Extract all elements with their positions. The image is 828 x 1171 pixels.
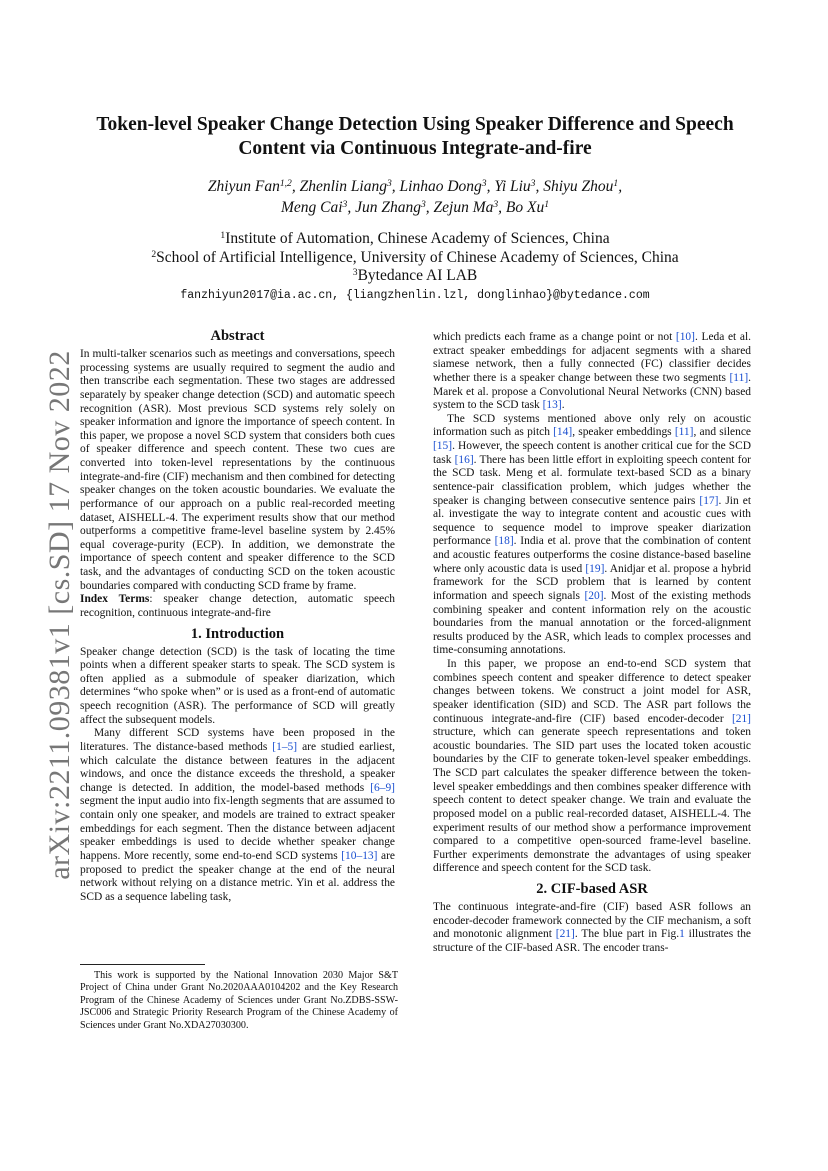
paragraph-text: segment the input audio into fix-length segments that are assumed to contain only one speaker, and models are trained to extract speaker embeddings for each segment. Then the distance between adjacent speaker embeddings is used to decide whether speaker change happens. More recently, some end-to-end SCD systems (80, 795, 395, 862)
paragraph-text: The continuous integrate-and-fire (CIF) based ASR follows an encoder-decoder framework connected by the CIF mechanism, a soft and monotonic alignment (433, 901, 751, 941)
paragraph-text: . India et al. prove that the combination of content and acoustic features outperforms the cosine distance-based baseline where only acoustic data is used (433, 535, 751, 575)
author-name: Zejun Ma (433, 199, 494, 216)
citation-link[interactable]: [14] (553, 426, 573, 439)
author-name: Shiyu Zhou (543, 178, 614, 195)
title-line-1: Token-level Speaker Change Detection Using Speaker Difference and Speech (96, 114, 734, 135)
author-affiliation-mark: 3 (493, 199, 499, 211)
author-name: Meng Cai (280, 199, 343, 216)
arxiv-identifier: arXiv:2211.09381v1 [cs.SD] 17 Nov 2022 (43, 350, 76, 880)
paragraph-text: , and silence (693, 426, 751, 439)
paragraph-text: are studied earliest, which calculate the distance between features in the adjacent windows, and once the distance exceeds the threshold, a speaker change is detected. In addition, the model-based methods (80, 740, 395, 794)
paragraph-text: are proposed to predict the speaker change at the end of the neural network without relying on a distance metric. Yin et al. address the SCD as a sequence labeling task, (80, 849, 396, 903)
author-line-2: Meng Cai$^3$, Jun Zhang$^3$, Zejun Ma$^3$, Bo Xu$^1$ (280, 199, 550, 216)
author-name: Yi Liu (494, 178, 531, 195)
author-emails: fanzhiyun2017@ia.ac.cn, {liangzhenlin.lzl, donglinhao}@bytedance.com (180, 289, 650, 302)
citation-link[interactable]: [10] (675, 331, 695, 343)
paragraph-text: . Anidjar et al. propose a hybrid framework for the SCD problem that is learned by content information and speech signals (433, 562, 751, 602)
citation-link[interactable]: [18] (494, 535, 514, 548)
title-line-2: Content via Continuous Integrate-and-fire (238, 138, 592, 159)
author-name: Linhao Dong (399, 178, 482, 195)
author-line-1: Zhiyun Fan$^{1,2}$, Zhenlin Liang$^3$, Linhao Dong$^3$, Yi Liu$^3$, Shiyu Zhou$^1$, (207, 178, 623, 195)
citation-link[interactable]: [21] (731, 712, 751, 725)
paragraph-text: . However, the speech content is another critical cue for the SCD task (433, 440, 751, 466)
index-terms-text: : speaker change detection, automatic speech recognition, continuous integrate-and-fire (80, 593, 395, 619)
intro-paragraph-2-continued (433, 331, 751, 413)
author-affiliation-mark: 3 (342, 199, 348, 211)
affiliation-list (70, 230, 760, 286)
intro-paragraph-1: Speaker change detection (SCD) is the task of locating the time points when a different speaker starts to speak. The SCD system is often applied as a submodule of speaker diarization, which determines “who spoke when” or is used as a front-end of automatic speech recognition (ASR). The performance of SCD will greatly affect the subsequent models. (80, 645, 395, 726)
affiliation-text: School of Artificial Intelligence, University of Chinese Academy of Sciences, China (156, 248, 679, 266)
abstract-heading: Abstract (210, 328, 265, 344)
index-terms-label: Index Terms (80, 593, 150, 606)
cif-paragraph-1 (433, 901, 751, 956)
section-heading-introduction: 1. Introduction (190, 625, 285, 642)
paragraph-text: . (561, 399, 565, 412)
funding-footnote: This work is supported by the National Innovation 2030 Major S&T Project of China under Grant No.2020AAA0104202 and the Key Research Program of the Chinese Academy of Sciences under Grant No.ZDBS-SSW-JSC006 and Strategic Priority Research Program of the Chinese Academy of Sciences under Grant No.XDA27030300. (80, 970, 398, 1031)
index-terms (80, 593, 395, 620)
citation-link[interactable]: [11] (729, 371, 749, 384)
intro-paragraph-2 (80, 727, 395, 904)
footnote-divider (80, 964, 205, 965)
paragraph-text: . Jin et al. investigate the way to integrate content and acoustic cues with sequence to sequence model to improve speaker diarization performance (433, 494, 751, 548)
author-affiliation-mark: 1 (544, 199, 550, 211)
paragraph-text: In this paper, we propose an end-to-end SCD system that combines speech content and speaker difference to detect speaker changes between tokens. We construct a joint model for ASR, speaker identification (SID) and SCD. The ASR part follows the continuous integrate-and-fire (CIF) based encoder-decoder (433, 658, 751, 725)
author-name: Bo Xu (505, 199, 545, 216)
paragraph-text: . Marek et al. propose a Convolutional Neural Networks (CNN) based system to the SCD task (433, 371, 751, 412)
affiliation-text: Bytedance AI LAB (357, 267, 478, 284)
author-name: Jun Zhang (355, 199, 421, 216)
author-list (70, 176, 760, 218)
citation-link[interactable]: [17] (699, 494, 719, 507)
left-column (80, 327, 395, 904)
citation-link[interactable]: [6–9] (370, 781, 395, 794)
paragraph-text: . Most of the existing methods combining speaker and content information rely on the acoustic boundaries from the manual annotation or the forced-alignment results produced by the ASR, which leads to complex processes and time-consuming annotations. (433, 589, 751, 657)
author-affiliation-mark: 1 (613, 178, 619, 190)
intro-paragraph-4 (433, 658, 751, 876)
author-affiliation-mark: 3 (420, 199, 426, 211)
affiliation-text: Institute of Automation, Chinese Academy of Sciences, China (225, 230, 610, 247)
intro-paragraph-3 (433, 413, 751, 658)
paragraph-text: illustrates the structure of the CIF-based ASR. The encoder trans- (433, 928, 751, 954)
affiliation (70, 267, 760, 286)
author-affiliation-mark: 3 (387, 178, 392, 190)
paper-title (70, 113, 760, 161)
right-column (433, 331, 751, 956)
affiliation-mark: 2 (151, 248, 157, 260)
citation-link[interactable]: [16] (454, 453, 474, 466)
paragraph-text: Many different SCD systems have been proposed in the literatures. The distance-based methods (80, 727, 395, 753)
citation-link[interactable]: [19] (585, 562, 605, 575)
paragraph-text: . There has been little effort in exploiting speech content for the SCD task. Meng et al. formulate text-based SCD as a binary sentence-pair classification problem, which judges whether the speaker is changing between consecutive sentence pairs (433, 453, 751, 507)
author-affiliation-mark: 1,2 (279, 178, 292, 190)
figure-link[interactable]: 1 (679, 928, 685, 941)
author-name: Zhiyun Fan (207, 178, 280, 195)
citation-link[interactable]: [21] (555, 928, 575, 941)
citation-link[interactable]: [1–5] (272, 740, 298, 753)
author-affiliation-mark: 3 (481, 178, 487, 190)
affiliation (70, 230, 760, 249)
affiliation-mark: 1 (220, 230, 226, 242)
citation-link[interactable]: [10–13] (341, 849, 378, 862)
affiliation (70, 249, 760, 268)
paragraph-text: which predicts each frame as a change point or not (433, 331, 676, 343)
section-heading-cif-asr: 2. CIF-based ASR (536, 881, 648, 897)
paragraph-text: structure, which can generate speech representations and token acoustic boundaries. The SID part uses the located token acoustic boundaries by the CIF to generate token-level speaker embeddings. The SCD part calculates the speaker difference between the token-level speaker embeddings and then combines speaker difference with speech content to detect speaker change. We train and evaluate the proposed model on a public real-recorded dataset, AISHELL-4. The experiment results of our method show a performance improvement compared to a competitive open-sourced frame-level baseline. Further experiments demonstrate the advantages of using speaker difference and speech content for the SCD task. (433, 726, 751, 875)
affiliation-mark: 3 (352, 267, 358, 279)
citation-link[interactable]: [15] (433, 440, 453, 452)
author-name: Zhenlin Liang (299, 178, 387, 195)
paragraph-text: . Leda et al. extract speaker embeddings for adjacent segments with a shared siamese network, then a fully connected (FC) classifier decides whether there is a speaker change between these two segments (433, 331, 751, 384)
paragraph-text: , speaker embeddings (572, 426, 675, 439)
citation-link[interactable]: [11] (674, 426, 694, 439)
abstract-body: In multi-talker scenarios such as meetings and conversations, speech processing systems are usually required to segment the audio and then transcribe each segmentation. These two stages are addressed separately by speaker change detection (SCD) and automatic speech recognition (ASR). Most previous SCD systems rely solely on speaker information and ignore the importance of speech content. In this paper, we propose a novel SCD system that considers both cues of speaker difference and speech content. These two cues are converted into token-level representations by the continuous integrate-and-fire (CIF) mechanism and then combined for detecting speaker changes on the token acoustic boundaries. We evaluate the performance of our approach on a public real-recorded meeting dataset, AISHELL-4. The experiment results show that our method outperforms a competitive frame-level baseline system by 2.45% equal coverage-purity (ECP). In addition, we demonstrate the importance of speech content and speaker difference to the SCD task, and the advantages of conducting SCD on the token acoustic boundaries compared with conducting SCD frame by frame. (80, 348, 395, 592)
arxiv-sidebar-stamp (20, 350, 76, 880)
paragraph-text: The SCD systems mentioned above only rely on acoustic information such as pitch (433, 412, 751, 439)
paragraph-text: . The blue part in Fig. (574, 928, 680, 941)
citation-link[interactable]: [13] (542, 399, 562, 412)
citation-link[interactable]: [20] (584, 589, 604, 602)
author-affiliation-mark: 3 (530, 178, 536, 190)
